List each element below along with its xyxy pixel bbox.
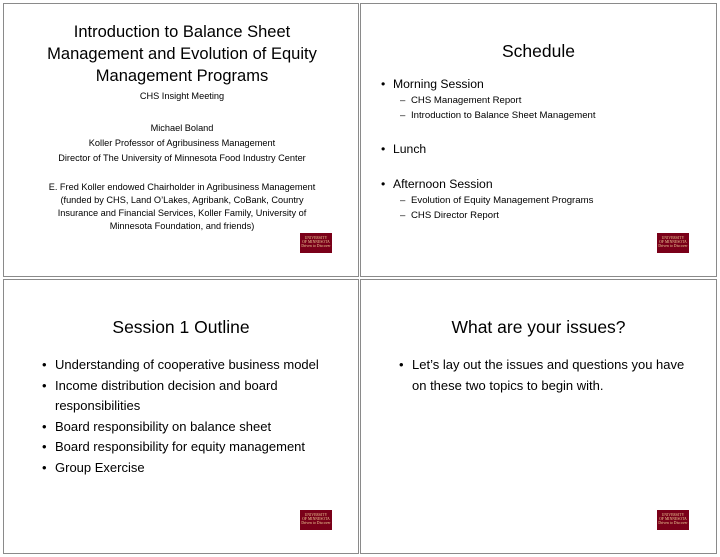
university-logo: UNIVERSITY OF MINNESOTA Driven to Discover: [300, 233, 332, 253]
schedule-subitem: – CHS Director Report: [400, 210, 499, 221]
bullet-icon: •: [381, 177, 386, 191]
presenter-role: Director of The University of Minnesota Food Industry Center: [58, 153, 306, 163]
list-item-continuation: responsibilities: [55, 398, 141, 413]
list-item: • Income distribution decision and board: [4, 376, 334, 397]
slide-title-heading: [14, 21, 350, 87]
note-line: Insurance and Financial Services, Koller Family, University of: [57, 208, 307, 218]
university-logo: UNIVERSITY OF MINNESOTA Driven to Discover: [300, 510, 332, 530]
bullet-icon: •: [399, 357, 404, 372]
note-line: E. Fred Koller endowed Chairholder in Agribusiness Management: [48, 182, 316, 192]
dash-icon: –: [400, 95, 406, 106]
dash-icon: –: [400, 110, 406, 121]
schedule-item-morning: • Morning Session: [381, 77, 484, 91]
endowment-note: [26, 181, 338, 233]
dash-icon: –: [400, 195, 406, 206]
issues-list: [361, 355, 691, 396]
schedule-subitem: – Introduction to Balance Sheet Management: [400, 110, 596, 121]
meeting-name: CHS Insight Meeting: [139, 91, 225, 101]
university-logo: UNIVERSITY OF MINNESOTA Driven to Discover: [657, 233, 689, 253]
bullet-icon: •: [381, 142, 386, 156]
presenter-name: Michael Boland: [150, 123, 214, 133]
list-item: • Board responsibility on balance sheet: [4, 417, 334, 438]
bullet-icon: •: [381, 77, 386, 91]
list-item: • Board responsibility for equity management: [4, 437, 334, 458]
list-item-continuation: on these two topics to begin with.: [412, 377, 604, 393]
slide-heading: What are your issues?: [451, 317, 626, 337]
bullet-icon: •: [42, 459, 47, 475]
slide-outline: [3, 279, 359, 554]
title-line: Introduction to Balance Sheet: [73, 23, 291, 41]
slide-schedule: [360, 3, 717, 277]
schedule-subitem: – Evolution of Equity Management Programs: [400, 195, 594, 206]
bullet-icon: •: [42, 357, 47, 372]
title-line: Management and Evolution of Equity: [47, 45, 317, 63]
slide-heading: Schedule: [502, 41, 575, 61]
list-item: • Let’s lay out the issues and questions you have: [361, 355, 691, 376]
list-item: • Group Exercise: [4, 458, 334, 479]
slide-title: [3, 3, 359, 277]
dash-icon: –: [400, 210, 406, 221]
university-logo: UNIVERSITY OF MINNESOTA Driven to Discover: [657, 510, 689, 530]
presenter-role: Koller Professor of Agribusiness Management: [88, 138, 276, 148]
bullet-icon: •: [42, 439, 47, 454]
schedule-subitem: – CHS Management Report: [400, 95, 522, 106]
note-line: (funded by CHS, Land O’Lakes, Agribank, CoBank, Country: [60, 195, 304, 205]
schedule-item-lunch: • Lunch: [381, 142, 427, 156]
schedule-item-afternoon: • Afternoon Session: [381, 177, 493, 191]
slide-issues: [360, 279, 717, 554]
title-line: Management Programs: [95, 67, 269, 85]
bullet-icon: •: [42, 377, 47, 393]
outline-list: [4, 355, 334, 478]
list-item: • Understanding of cooperative business model: [4, 355, 334, 376]
bullet-icon: •: [42, 418, 47, 434]
slide-heading: Session 1 Outline: [112, 317, 250, 337]
note-line: Minnesota Foundation, and friends): [109, 221, 255, 231]
